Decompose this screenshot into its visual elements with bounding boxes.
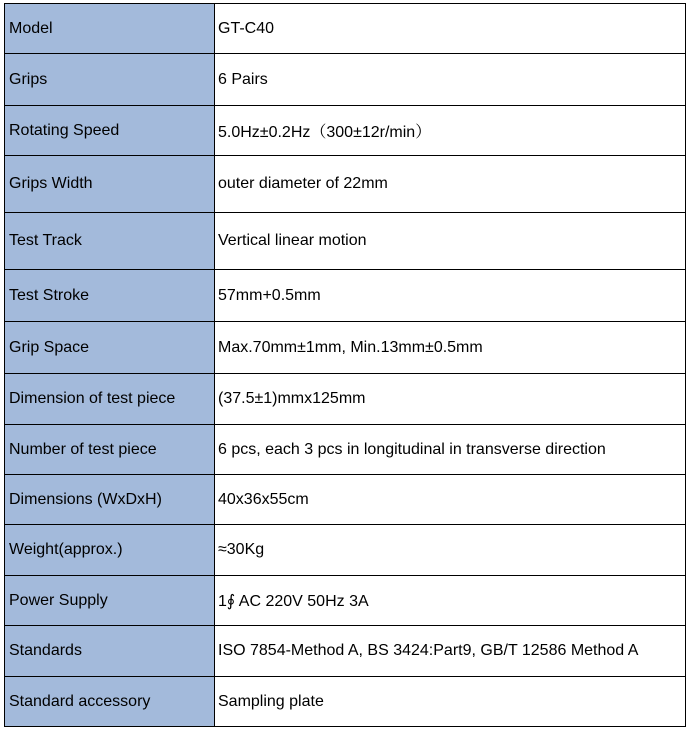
spec-row-model: [5, 4, 686, 54]
spec-value: Sampling plate: [215, 677, 686, 727]
spec-label: Grips Width: [5, 156, 215, 213]
spec-row-grip-space: [5, 322, 686, 374]
spec-row-standard-accessory: [5, 677, 686, 727]
spec-label: Grips: [5, 54, 215, 106]
spec-label: Weight(approx.): [5, 525, 215, 576]
spec-value: Max.70mm±1mm, Min.13mm±0.5mm: [215, 322, 686, 374]
spec-row-number-of-test-piece: [5, 425, 686, 475]
spec-value: 6 Pairs: [215, 54, 686, 106]
spec-label: Model: [5, 4, 215, 54]
spec-row-weight: [5, 525, 686, 576]
spec-value: Vertical linear motion: [215, 213, 686, 270]
spec-label: Dimension of test piece: [5, 374, 215, 425]
spec-value: ≈30Kg: [215, 525, 686, 576]
spec-row-dimension-of-test-piece: [5, 374, 686, 425]
spec-value: 57mm+0.5mm: [215, 270, 686, 322]
spec-row-power-supply: [5, 576, 686, 626]
spec-value: ISO 7854-Method A, BS 3424:Part9, GB/T 12586 Method A: [215, 626, 686, 677]
spec-label: Dimensions (WxDxH): [5, 475, 215, 525]
spec-row-test-stroke: [5, 270, 686, 322]
spec-label: Power Supply: [5, 576, 215, 626]
spec-value: 6 pcs, each 3 pcs in longitudinal in transverse direction: [215, 425, 686, 475]
spec-label: Rotating Speed: [5, 106, 215, 156]
spec-row-rotating-speed: [5, 106, 686, 156]
spec-row-standards: [5, 626, 686, 677]
spec-value: (37.5±1)mmx125mm: [215, 374, 686, 425]
spec-label: Test Track: [5, 213, 215, 270]
spec-row-test-track: [5, 213, 686, 270]
specification-table: [4, 3, 686, 727]
spec-label: Number of test piece: [5, 425, 215, 475]
spec-label: Grip Space: [5, 322, 215, 374]
spec-label: Standard accessory: [5, 677, 215, 727]
spec-row-grips: [5, 54, 686, 106]
spec-value: GT-C40: [215, 4, 686, 54]
spec-value: outer diameter of 22mm: [215, 156, 686, 213]
spec-value: 1∮ AC 220V 50Hz 3A: [215, 576, 686, 626]
spec-row-grips-width: [5, 156, 686, 213]
spec-label: Standards: [5, 626, 215, 677]
spec-label: Test Stroke: [5, 270, 215, 322]
spec-value: 40x36x55cm: [215, 475, 686, 525]
spec-row-dimensions: [5, 475, 686, 525]
spec-value: 5.0Hz±0.2Hz（300±12r/min）: [215, 106, 686, 156]
